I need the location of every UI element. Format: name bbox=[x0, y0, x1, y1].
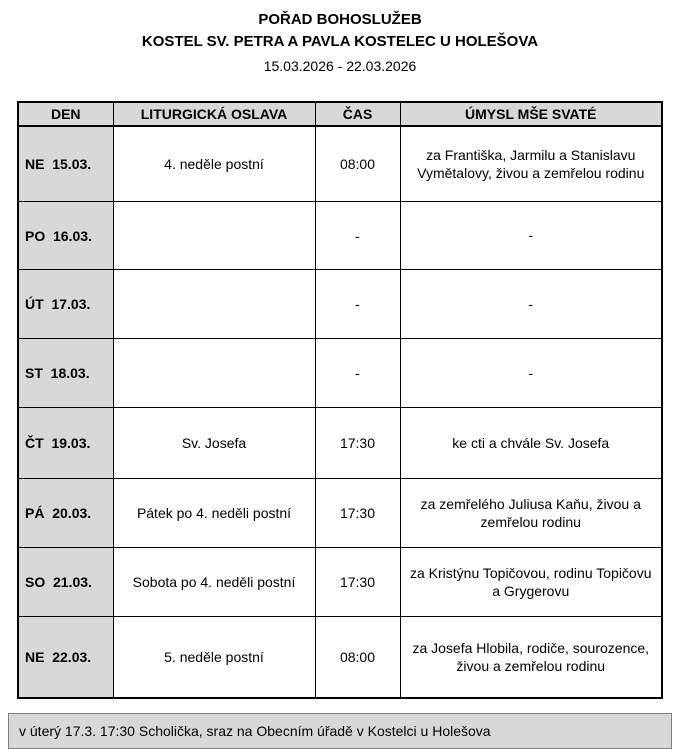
oslava-cell bbox=[113, 270, 315, 339]
table-row bbox=[18, 270, 662, 339]
den-cell: PO 16.03. bbox=[18, 202, 113, 270]
table-row bbox=[18, 339, 662, 408]
cas-cell: 17:30 bbox=[315, 408, 400, 479]
cas-cell: 17:30 bbox=[315, 479, 400, 548]
den-cell: SO 21.03. bbox=[18, 548, 113, 617]
table-row bbox=[18, 479, 662, 548]
cas-cell: 08:00 bbox=[315, 126, 400, 202]
den-cell: PÁ 20.03. bbox=[18, 479, 113, 548]
cas-cell: - bbox=[315, 339, 400, 408]
table-row bbox=[18, 126, 662, 202]
oslava-cell: Sobota po 4. neděli postní bbox=[113, 548, 315, 617]
oslava-cell: 5. neděle postní bbox=[113, 617, 315, 699]
column-header-oslava: LITURGICKÁ OSLAVA bbox=[113, 102, 315, 126]
column-header-cas: ČAS bbox=[315, 102, 400, 126]
cas-cell: - bbox=[315, 270, 400, 339]
table-row bbox=[18, 548, 662, 617]
church-subtitle: KOSTEL SV. PETRA A PAVLA KOSTELEC U HOLEŠOVA bbox=[141, 33, 539, 51]
table-row bbox=[18, 408, 662, 479]
umysl-cell: - bbox=[400, 270, 662, 339]
column-header-den: DEN bbox=[18, 102, 113, 126]
umysl-cell: za zemřelého Juliusa Kaňu, živou a zemřelou rodinu bbox=[400, 479, 662, 548]
table-row bbox=[18, 617, 662, 699]
cas-cell: 17:30 bbox=[315, 548, 400, 617]
den-cell: NE 15.03. bbox=[18, 126, 113, 202]
umysl-cell: za Josefa Hlobila, rodiče, sourozence, živou a zemřelou rodinu bbox=[400, 617, 662, 699]
umysl-cell: za Františka, Jarmilu a Stanislavu Vymětalovy, živou a zemřelou rodinu bbox=[400, 126, 662, 202]
den-cell: ČT 19.03. bbox=[18, 408, 113, 479]
oslava-cell bbox=[113, 339, 315, 408]
oslava-cell: Pátek po 4. neděli postní bbox=[113, 479, 315, 548]
den-cell: NE 22.03. bbox=[18, 617, 113, 699]
oslava-cell: Sv. Josefa bbox=[113, 408, 315, 479]
cas-cell: - bbox=[315, 202, 400, 270]
umysl-cell: za Kristýnu Topičovou, rodinu Topičovu a Grygerovu bbox=[400, 548, 662, 617]
page-title: POŘAD BOHOSLUŽEB bbox=[258, 11, 422, 28]
den-cell: ST 18.03. bbox=[18, 339, 113, 408]
umysl-cell: - bbox=[400, 202, 662, 270]
oslava-cell bbox=[113, 202, 315, 270]
mass-schedule-table bbox=[17, 101, 663, 699]
announcement-note: v úterý 17.3. 17:30 Scholička, sraz na Obecním úřadě v Kostelci u Holešova bbox=[8, 713, 672, 749]
oslava-cell: 4. neděle postní bbox=[113, 126, 315, 202]
cas-cell: 08:00 bbox=[315, 617, 400, 699]
umysl-cell: ke cti a chvále Sv. Josefa bbox=[400, 408, 662, 479]
table-header-row bbox=[18, 102, 662, 126]
table-row bbox=[18, 202, 662, 270]
date-range: 15.03.2026 - 22.03.2026 bbox=[263, 57, 417, 74]
den-cell: ÚT 17.03. bbox=[18, 270, 113, 339]
document-header bbox=[0, 10, 680, 75]
umysl-cell: - bbox=[400, 339, 662, 408]
column-header-umysl: ÚMYSL MŠE SVATÉ bbox=[400, 102, 662, 126]
